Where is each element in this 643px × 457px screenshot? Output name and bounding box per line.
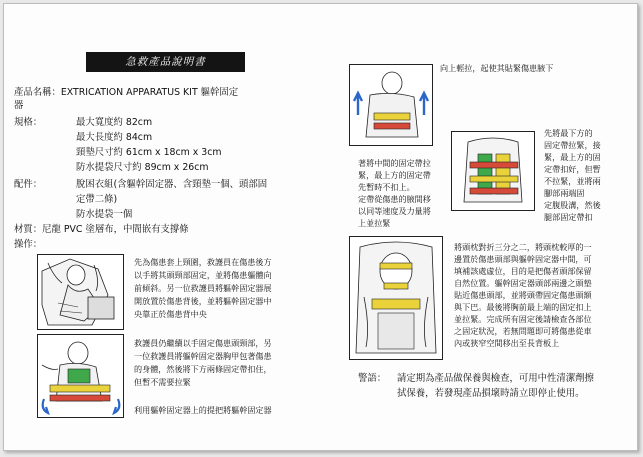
step5-line3: 填補該處虛位，目的是把傷者頭部保留 [454, 266, 592, 276]
step4-left-line2: 緊，最上方的固定帶 [358, 170, 431, 180]
step5-line6: 與下巴。最後將胸前最上端的固定扣上 [454, 302, 592, 312]
spec-label: 規格： [14, 117, 43, 128]
warning-line2: 拭保養，若發現產品損壞時請立即停止使用。 [397, 388, 585, 399]
step4-left-line4: 定帶從傷患的腋間移 [358, 194, 431, 204]
spec-max-width: 最大寬度約 82cm [76, 117, 153, 128]
step4-line7: 定腹股溝，然後 [544, 200, 601, 210]
step5-line8: 之固定狀況，若無問題即可將傷患從車 [454, 326, 592, 336]
step5-line2: 邊置於傷患頭部與軀幹固定器中間，可 [454, 254, 592, 264]
step2-line1: 救護員仍繼續以手固定傷患頭頸部，另 [134, 338, 272, 348]
step1-line3: 前傾斜。另一位救護員將軀幹固定器展 [134, 283, 272, 293]
step5-line9: 內或狹窄空間移出至長背板上 [454, 338, 560, 348]
step4-line5: 不拉緊，並將兩 [544, 176, 601, 186]
step5-line4: 自然位置。軀幹固定器頭部兩邊之頭墊 [454, 278, 592, 288]
step4-line2: 固定帶拉緊，接 [544, 140, 601, 150]
step2-line3: 的身體，然後將下方兩條固定帶扣住， [134, 364, 272, 374]
figure-head-pad [349, 236, 443, 360]
step4-left-line3: 先暫時不扣上。 [358, 182, 415, 192]
figure-lift-device [349, 64, 433, 146]
step1-line1: 先為傷患套上頸圍，救護員在傷患後方 [134, 257, 272, 267]
operation-label: 操作： [14, 239, 43, 250]
step3-line1: 利用軀幹固定器上的提把將軀幹固定器 [134, 405, 272, 415]
spec-neck-pad: 頸墊尺寸約 61cm x 18cm x 3cm [76, 147, 222, 158]
document-title: 急救產品說明書 [86, 52, 245, 72]
part-bag: 防水提袋一個 [76, 209, 133, 220]
warning-line1: 請定期為產品做保養與檢查，可用中性清潔劑擦 [397, 373, 594, 384]
step5-line5: 貼近傷患頭部，並將頭帶固定傷患頭額 [454, 290, 592, 300]
step1-line4: 開放置於傷患背後，並將軀幹固定器中 [134, 296, 272, 306]
material-line: 材質：尼龍 PVC 塗層布，中間嵌有支撐條 [14, 224, 189, 235]
step4-left-line1: 著將中間的固定帶拉 [358, 158, 431, 168]
step4-left-line5: 以同等速度及力量將 [358, 206, 431, 216]
step4-line1: 先將最下方的 [544, 128, 593, 138]
step4-line4: 定帶扣好，但暫 [544, 164, 601, 174]
lift-instruction: 向上輕拉，起使其貼緊傷患腋下 [440, 63, 554, 73]
step2-line2: 一位救護員將軀幹固定器胸甲包著傷患 [134, 351, 272, 361]
product-name-line1: 產品名稱：EXTRICATION APPARATUS KIT 軀幹固定 [14, 87, 239, 98]
warning-label: 警語： [358, 373, 387, 384]
step4-line3: 緊，最上方的固 [544, 152, 601, 162]
step5-line7: 並拉緊。完成所有固定後請檢查各部位 [454, 314, 592, 324]
product-name-line2: 器 [14, 100, 24, 111]
figure-tighten-straps [451, 131, 535, 211]
figure-wrap-chest [37, 334, 124, 418]
step1-line2: 以手將其頭頸部固定，並將傷患軀體向 [134, 270, 272, 280]
parts-label: 配件： [14, 179, 43, 190]
step1-line5: 央靠正於傷患背中央 [134, 309, 207, 319]
spec-max-length: 最大長度約 84cm [76, 132, 153, 143]
part-kit-cont: 定帶二條) [76, 194, 118, 205]
step4-line6: 腳部兩端固 [544, 188, 585, 198]
spec-bag: 防水提袋尺寸約 89cm x 26cm [76, 162, 209, 173]
step2-line4: 但暫不需要拉緊 [134, 377, 191, 387]
step5-line1: 將頭枕對折三分之二，將頭枕較厚的一 [454, 242, 592, 252]
step4-line8: 腿部固定帶扣 [544, 212, 593, 222]
instruction-sheet [3, 3, 638, 451]
step4-left-line6: 上並拉緊 [358, 218, 391, 228]
figure-apply-device [37, 254, 124, 330]
part-kit: 脫困衣組(含軀幹固定器、含頸墊一個、頭部固 [76, 179, 268, 190]
